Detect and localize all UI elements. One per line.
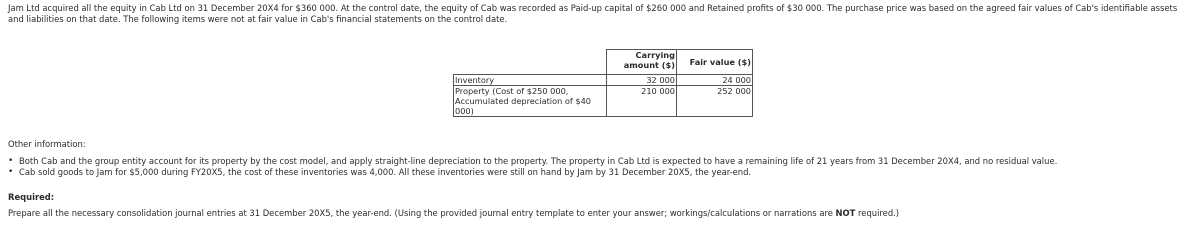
other-information-list (8, 156, 1057, 178)
instruction-emphasis: NOT (835, 208, 856, 218)
instruction-text-start: Prepare all the necessary consolidation journal entries at 31 December 20X5, the year-end. (Using the provided journal entry template to enter your answer; workings/calculations or narrations are (8, 208, 836, 218)
other-information-heading: Other information: (8, 139, 86, 149)
table-cell-item: Property (Cost of $250 000, Accumulated depreciation of $40 000) (454, 86, 607, 117)
table-cell-item: Inventory (454, 75, 607, 86)
table-header-row (454, 50, 753, 75)
bullet-icon: • (8, 156, 14, 166)
fair-value-table (453, 49, 753, 117)
required-heading: Required: (8, 192, 55, 202)
table-row (454, 75, 753, 86)
table-cell-carrying: 32 000 (607, 75, 677, 86)
bullet-icon: • (8, 167, 14, 177)
list-item-text: Cab sold goods to Jam for $5,000 during FY20X5, the cost of these inventories was 4,000. All these inventories were still on hand by Jam by 31 December 20X5, the year-end. (19, 167, 752, 177)
table-row (454, 86, 753, 117)
list-item (8, 167, 1057, 178)
column-header-carrying-amount: Carrying amount ($) (607, 50, 677, 75)
table-cell-fair: 24 000 (677, 75, 753, 86)
list-item (8, 156, 1057, 167)
table-header-blank (454, 50, 607, 75)
instruction-text (8, 208, 899, 219)
table-cell-fair: 252 000 (677, 86, 753, 117)
column-header-fair-value: Fair value ($) (677, 50, 753, 75)
intro-paragraph: Jam Ltd acquired all the equity in Cab Ltd on 31 December 20X4 for $360 000. At the control date, the equity of Cab was recorded as Paid-up capital of $260 000 and Retained profits of $30 000. The purchase price was based on the agreed fair values of Cab's identifiable assets and liabilities on that date. The following items were not at fair value in Cab's financial statements on the control date. (8, 3, 1178, 24)
instruction-text-end: required.) (855, 208, 900, 218)
table-cell-carrying: 210 000 (607, 86, 677, 117)
list-item-text: Both Cab and the group entity account for its property by the cost model, and apply straight-line depreciation to the property. The property in Cab Ltd is expected to have a remaining life of 21 years from 31 December 20X4, and no residual value. (19, 156, 1058, 166)
